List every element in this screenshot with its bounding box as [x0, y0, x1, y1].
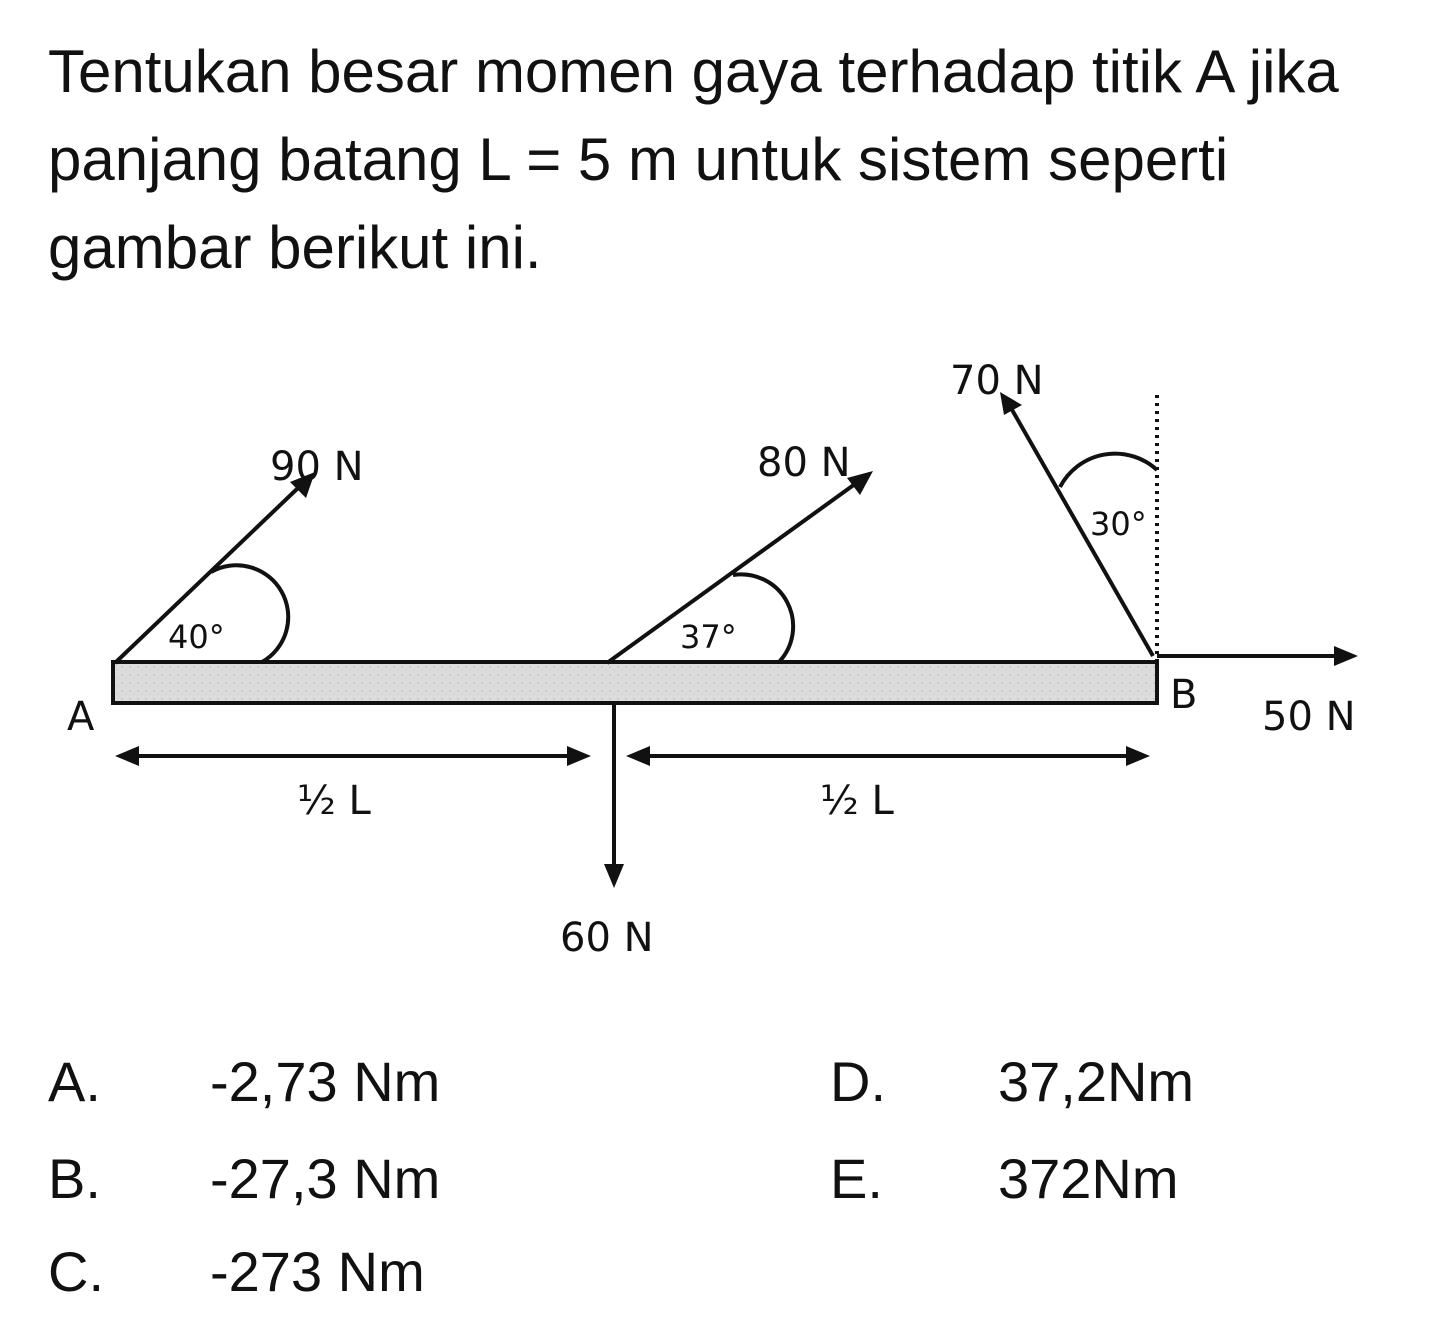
- angle-37-label: 37°: [680, 618, 737, 656]
- option-letter: A.: [48, 1050, 101, 1113]
- option-letter: C.: [48, 1240, 104, 1303]
- half-length-right-label: ½ L: [820, 778, 894, 824]
- option-letter: B.: [48, 1147, 101, 1210]
- force-90-label: 90 N: [270, 444, 364, 490]
- point-a-label: A: [67, 694, 95, 740]
- option-value: -273 Nm: [210, 1240, 425, 1303]
- angle-40-label: 40°: [168, 618, 225, 656]
- angle-30-label: 30°: [1090, 505, 1147, 543]
- force-60-label: 60 N: [560, 915, 654, 961]
- option-value: -2,73 Nm: [210, 1050, 441, 1113]
- option-value: 37,2Nm: [998, 1050, 1195, 1113]
- option-value: -27,3 Nm: [210, 1147, 441, 1210]
- half-length-left-label: ½ L: [297, 778, 371, 824]
- option-letter: D.: [830, 1050, 886, 1113]
- force-50-label: 50 N: [1262, 694, 1356, 740]
- force-70-label: 70 N: [950, 358, 1044, 404]
- question-text: Tentukan besar momen gaya terhadap titik A jika panjang batang L = 5 m untuk sistem seperti gambar berikut ini.: [48, 38, 1339, 281]
- option-value: 372Nm: [998, 1147, 1179, 1210]
- point-b-label: B: [1170, 672, 1198, 718]
- option-letter: E.: [830, 1147, 883, 1210]
- force-80-label: 80 N: [757, 440, 851, 486]
